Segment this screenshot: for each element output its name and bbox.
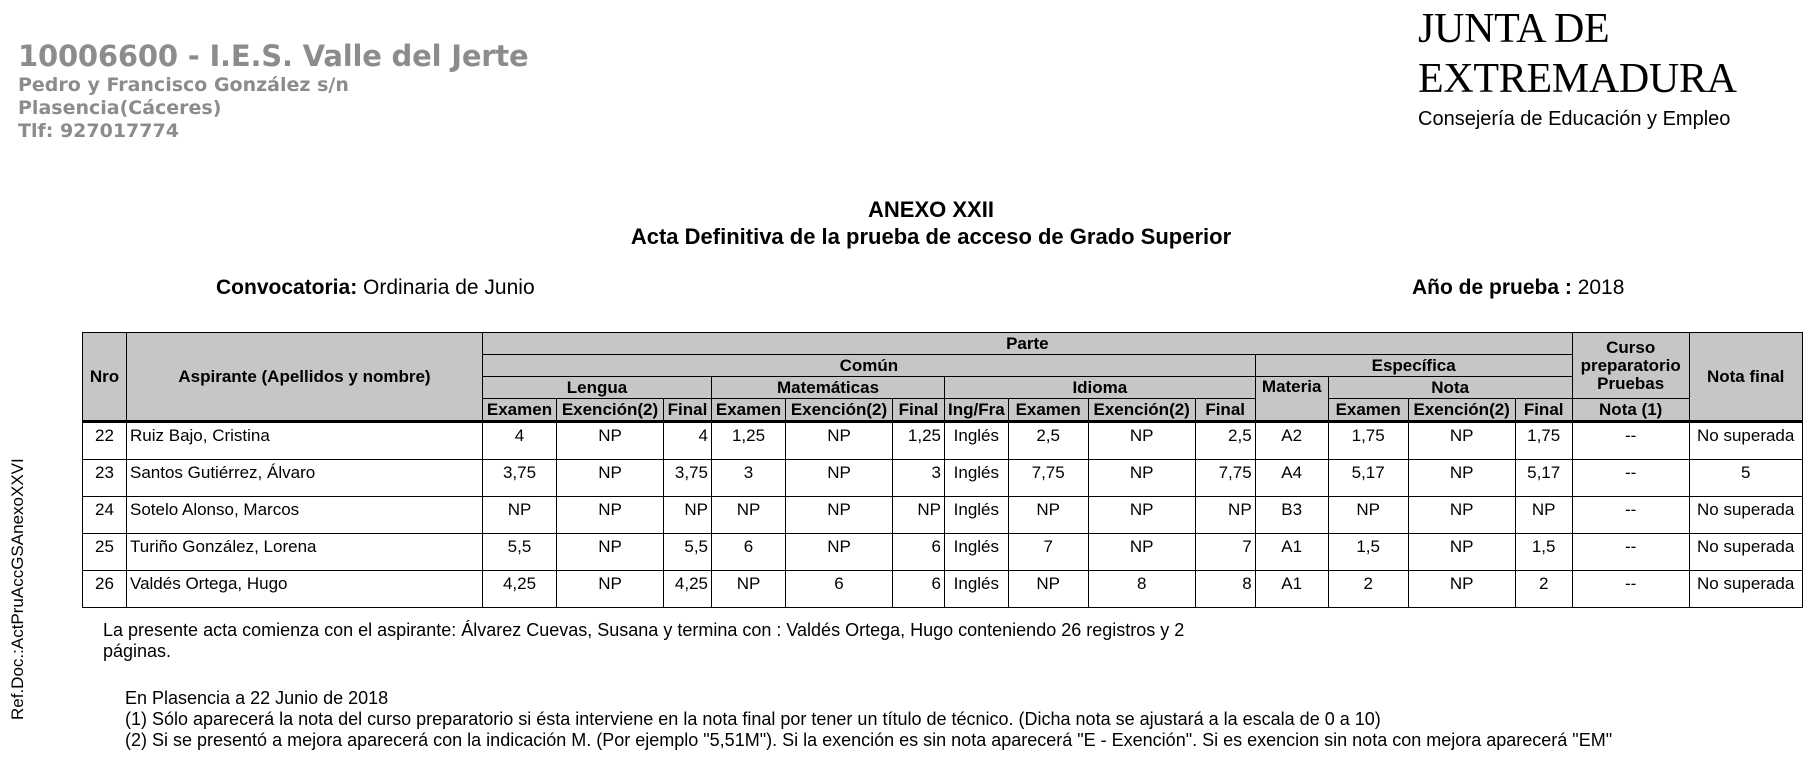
cell-esp-exencion: NP	[1408, 497, 1515, 534]
header-nota: Nota	[1328, 377, 1572, 399]
brand-department: Consejería de Educación y Empleo	[1418, 108, 1731, 130]
cell-ingfra: Inglés	[945, 497, 1009, 534]
cell-esp-examen: NP	[1328, 497, 1408, 534]
cell-nota-final: No superada	[1689, 571, 1802, 608]
cell-lengua-exencion: NP	[557, 422, 664, 460]
cell-curso: --	[1572, 460, 1689, 497]
school-header	[18, 38, 529, 143]
cell-curso: --	[1572, 497, 1689, 534]
cell-lengua-examen: 4,25	[483, 571, 557, 608]
table-row	[83, 460, 1803, 497]
header-lengua-examen: Examen	[483, 399, 557, 422]
cell-mat-final: 3	[893, 460, 945, 497]
cell-ingfra: Inglés	[945, 534, 1009, 571]
document-title: ANEXO XXII	[868, 197, 994, 222]
cell-esp-final: 2	[1515, 571, 1572, 608]
cell-esp-examen: 2	[1328, 571, 1408, 608]
cell-materia: B3	[1255, 497, 1328, 534]
cell-ingfra: Inglés	[945, 571, 1009, 608]
cell-lengua-final: 4,25	[664, 571, 712, 608]
header-materia: Materia	[1255, 377, 1328, 422]
table-row	[83, 497, 1803, 534]
junta-logo	[1418, 4, 1812, 132]
header-especifica: Específica	[1255, 355, 1572, 377]
cell-mat-final: 6	[893, 571, 945, 608]
cell-mat-exencion: NP	[786, 422, 893, 460]
cell-curso: --	[1572, 534, 1689, 571]
cell-esp-final: NP	[1515, 497, 1572, 534]
table-row	[83, 534, 1803, 571]
cell-mat-examen: 1,25	[712, 422, 786, 460]
header-nota1: Nota (1)	[1572, 399, 1689, 422]
ref-doc: Ref.Doc.:ActPruAccGSAnexoXXVI	[8, 458, 27, 720]
results-table	[82, 332, 1803, 608]
header-lengua: Lengua	[483, 377, 712, 399]
cell-idioma-exencion: 8	[1088, 571, 1195, 608]
header-idioma-final: Final	[1195, 399, 1255, 422]
header-idioma: Idioma	[945, 377, 1256, 399]
cell-esp-examen: 1,75	[1328, 422, 1408, 460]
cell-curso: --	[1572, 571, 1689, 608]
cell-idioma-final: NP	[1195, 497, 1255, 534]
header-lengua-final: Final	[664, 399, 712, 422]
convocatoria-label: Convocatoria:	[216, 276, 358, 299]
cell-mat-examen: NP	[712, 571, 786, 608]
cell-mat-exencion: NP	[786, 534, 893, 571]
cell-esp-exencion: NP	[1408, 534, 1515, 571]
cell-idioma-examen: 2,5	[1008, 422, 1088, 460]
table-row	[83, 422, 1803, 460]
cell-nota-final: No superada	[1689, 422, 1802, 460]
cell-materia: A1	[1255, 571, 1328, 608]
cell-ingfra: Inglés	[945, 422, 1009, 460]
header-nota-final: Nota final	[1689, 333, 1802, 422]
cell-materia: A2	[1255, 422, 1328, 460]
cell-ingfra: Inglés	[945, 460, 1009, 497]
brand-name: JUNTA DE EXTREMADURA	[1418, 6, 1737, 102]
header-aspirante: Aspirante (Apellidos y nombre)	[127, 333, 483, 422]
cell-idioma-examen: 7,75	[1008, 460, 1088, 497]
cell-curso: --	[1572, 422, 1689, 460]
cell-esp-exencion: NP	[1408, 422, 1515, 460]
cell-lengua-examen: 5,5	[483, 534, 557, 571]
header-comun: Común	[483, 355, 1256, 377]
header-esp-exencion: Exención(2)	[1408, 399, 1515, 422]
header-ingfra: Ing/Fra	[945, 399, 1009, 422]
school-address: Pedro y Francisco González s/n	[18, 74, 349, 96]
cell-materia: A1	[1255, 534, 1328, 571]
header-mat-exencion: Exención(2)	[786, 399, 893, 422]
cell-lengua-examen: 3,75	[483, 460, 557, 497]
cell-nombre: Santos Gutiérrez, Álvaro	[127, 460, 483, 497]
cell-mat-exencion: NP	[786, 497, 893, 534]
cell-mat-examen: 3	[712, 460, 786, 497]
cell-nota-final: No superada	[1689, 534, 1802, 571]
cell-esp-final: 1,5	[1515, 534, 1572, 571]
cell-nombre: Ruiz Bajo, Cristina	[127, 422, 483, 460]
cell-lengua-final: NP	[664, 497, 712, 534]
school-phone: Tlf: 927017774	[18, 120, 179, 142]
header-idioma-examen: Examen	[1008, 399, 1088, 422]
cell-mat-final: 6	[893, 534, 945, 571]
header-parte: Parte	[483, 333, 1573, 355]
cell-esp-final: 1,75	[1515, 422, 1572, 460]
header-nro: Nro	[83, 333, 127, 422]
anio-value: 2018	[1577, 276, 1625, 299]
table-header	[83, 333, 1803, 422]
cell-idioma-examen: NP	[1008, 497, 1088, 534]
cell-mat-examen: 6	[712, 534, 786, 571]
school-code-name: 10006600 - I.E.S. Valle del Jerte	[18, 39, 529, 73]
anio-prueba	[1412, 276, 1624, 300]
cell-esp-final: 5,17	[1515, 460, 1572, 497]
cell-nro: 25	[83, 534, 127, 571]
header-curso: Curso preparatorio Pruebas	[1572, 333, 1689, 399]
document-subtitle: Acta Definitiva de la prueba de acceso de Grado Superior	[630, 224, 1232, 249]
cell-idioma-exencion: NP	[1088, 422, 1195, 460]
header-matematicas: Matemáticas	[712, 377, 945, 399]
cell-esp-examen: 5,17	[1328, 460, 1408, 497]
header-mat-examen: Examen	[712, 399, 786, 422]
cell-lengua-examen: NP	[483, 497, 557, 534]
cell-lengua-exencion: NP	[557, 571, 664, 608]
cell-nombre: Sotelo Alonso, Marcos	[127, 497, 483, 534]
cell-esp-exencion: NP	[1408, 571, 1515, 608]
table-body	[83, 422, 1803, 608]
header-lengua-exencion: Exención(2)	[557, 399, 664, 422]
cell-esp-exencion: NP	[1408, 460, 1515, 497]
footnote-1: (1) Sólo aparecerá la nota del curso preparatorio si ésta interviene en la nota final por tener un título de técnico. (Dicha nota se ajustará a la escala de 0 a 10)	[125, 709, 1381, 729]
place-date: En Plasencia a 22 Junio de 2018	[125, 688, 389, 708]
footnote-2: (2) Si se presentó a mejora aparecerá con la indicación M. (Por ejemplo "5,51M"). Si la exención es sin nota aparecerá "E - Exención". Si es exencion sin nota con mejora aparecerá "EM"	[125, 730, 1613, 750]
cell-idioma-exencion: NP	[1088, 534, 1195, 571]
convocatoria	[216, 276, 535, 300]
cell-lengua-final: 4	[664, 422, 712, 460]
cell-nombre: Valdés Ortega, Hugo	[127, 571, 483, 608]
cell-nro: 24	[83, 497, 127, 534]
cell-nombre: Turiño González, Lorena	[127, 534, 483, 571]
cell-nro: 22	[83, 422, 127, 460]
cell-idioma-examen: NP	[1008, 571, 1088, 608]
cell-nro: 26	[83, 571, 127, 608]
cell-idioma-exencion: NP	[1088, 497, 1195, 534]
cell-idioma-final: 8	[1195, 571, 1255, 608]
cell-idioma-final: 7	[1195, 534, 1255, 571]
cell-mat-final: 1,25	[893, 422, 945, 460]
table-row	[83, 571, 1803, 608]
cell-idioma-exencion: NP	[1088, 460, 1195, 497]
header-esp-final: Final	[1515, 399, 1572, 422]
cell-nota-final: 5	[1689, 460, 1802, 497]
cell-mat-examen: NP	[712, 497, 786, 534]
header-mat-final: Final	[893, 399, 945, 422]
cell-nro: 23	[83, 460, 127, 497]
cell-lengua-exencion: NP	[557, 497, 664, 534]
header-esp-examen: Examen	[1328, 399, 1408, 422]
convocatoria-value: Ordinaria de Junio	[363, 276, 535, 299]
cell-mat-exencion: 6	[786, 571, 893, 608]
school-city: Plasencia(Cáceres)	[18, 97, 222, 119]
cell-mat-final: NP	[893, 497, 945, 534]
cell-mat-exencion: NP	[786, 460, 893, 497]
cell-esp-examen: 1,5	[1328, 534, 1408, 571]
cell-materia: A4	[1255, 460, 1328, 497]
cell-idioma-final: 7,75	[1195, 460, 1255, 497]
cell-lengua-exencion: NP	[557, 534, 664, 571]
acta-summary: La presente acta comienza con el aspirante: Álvarez Cuevas, Susana y termina con : Valdés Ortega, Hugo conteniendo 26 registros y 2 páginas.	[103, 620, 1185, 661]
cell-lengua-final: 3,75	[664, 460, 712, 497]
cell-lengua-exencion: NP	[557, 460, 664, 497]
cell-idioma-examen: 7	[1008, 534, 1088, 571]
anio-label: Año de prueba :	[1412, 276, 1572, 299]
cell-lengua-examen: 4	[483, 422, 557, 460]
cell-idioma-final: 2,5	[1195, 422, 1255, 460]
cell-nota-final: No superada	[1689, 497, 1802, 534]
cell-lengua-final: 5,5	[664, 534, 712, 571]
header-idioma-exencion: Exención(2)	[1088, 399, 1195, 422]
